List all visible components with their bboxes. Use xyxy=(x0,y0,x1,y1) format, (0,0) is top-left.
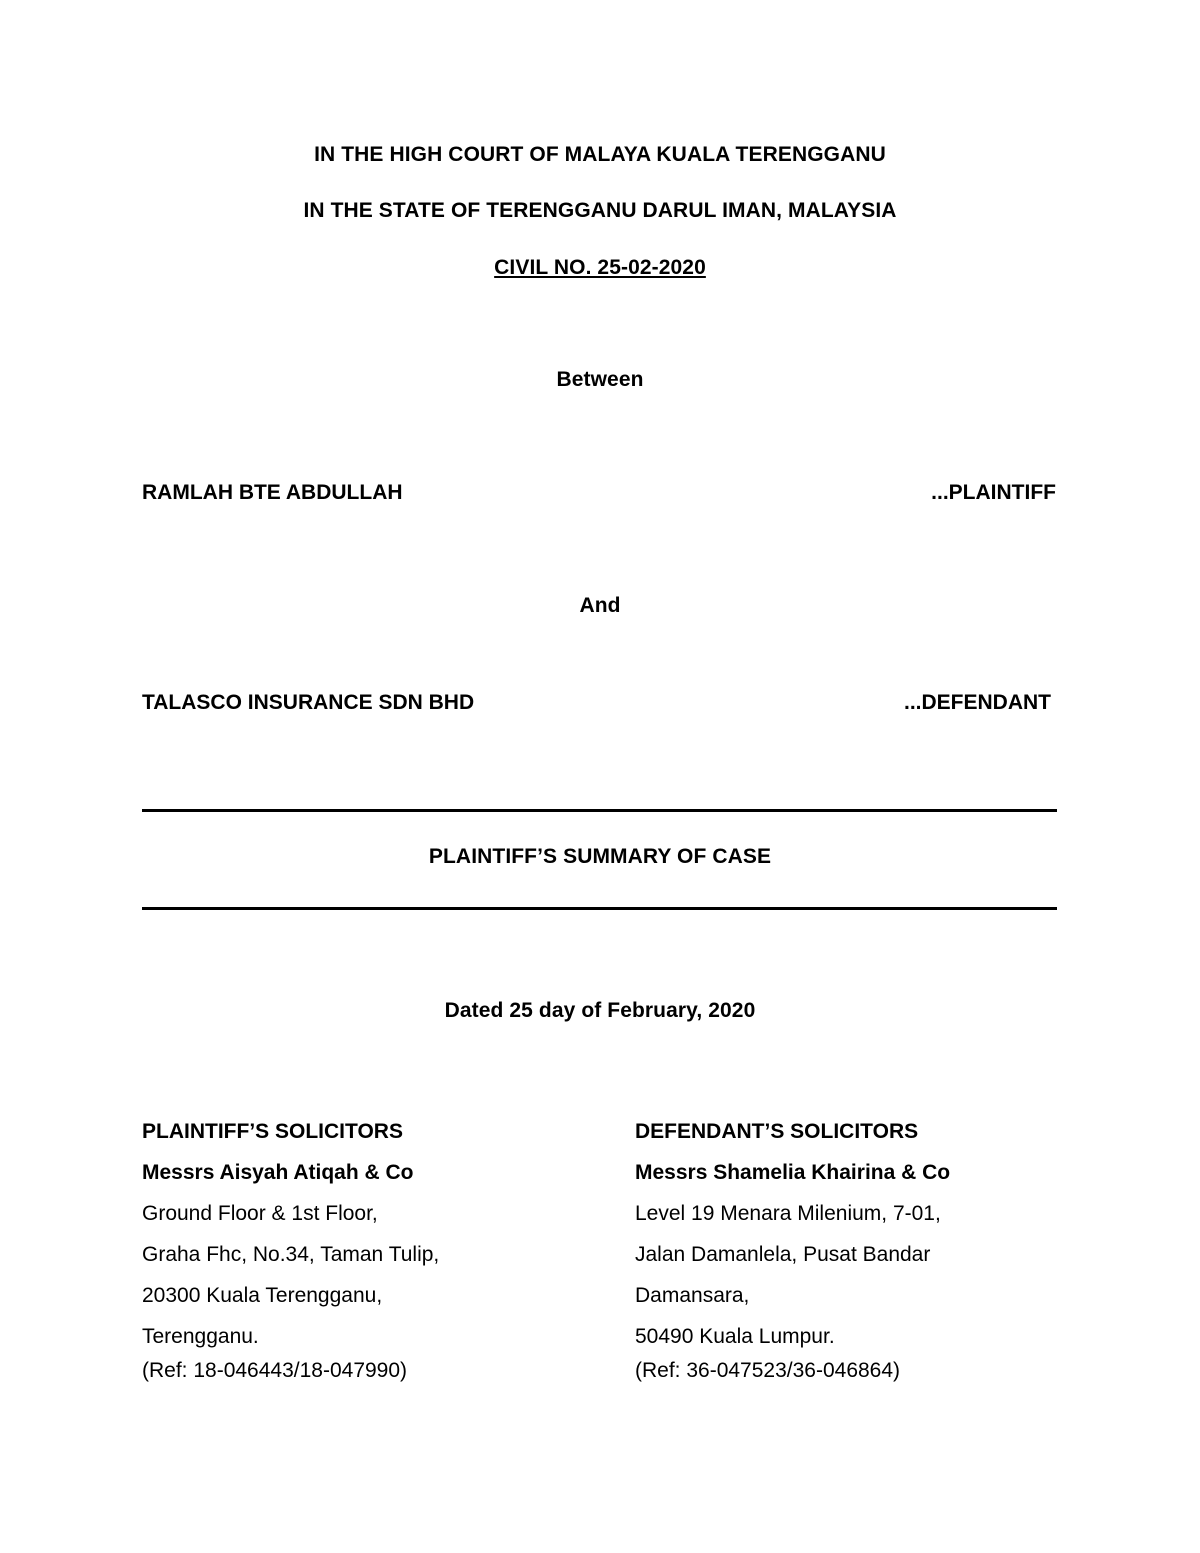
top-divider xyxy=(142,809,1057,812)
case-number-text: CIVIL NO. 25-02-2020 xyxy=(494,256,706,279)
defendant-role: ...DEFENDANT xyxy=(904,691,1051,714)
dated-line: Dated 25 day of February, 2020 xyxy=(444,999,756,1022)
plaintiff-address-line: Ground Floor & 1st Floor, xyxy=(142,1202,378,1225)
and-label: And xyxy=(579,594,621,617)
plaintiff-address-line: Terengganu. xyxy=(142,1325,259,1348)
case-number xyxy=(0,255,1200,281)
defendant-address-line: Damansara, xyxy=(635,1284,750,1307)
plaintiff-ref: (Ref: 18-046443/18-047990) xyxy=(142,1359,408,1382)
plaintiff-role: ...PLAINTIFF xyxy=(931,481,1056,504)
plaintiff-solicitors-firm: Messrs Aisyah Atiqah & Co xyxy=(142,1161,414,1184)
defendant-name: TALASCO INSURANCE SDN BHD xyxy=(142,691,475,714)
defendant-address-line: Jalan Damanlela, Pusat Bandar xyxy=(635,1243,931,1266)
plaintiff-solicitors-block xyxy=(142,1111,602,1391)
defendant-ref: (Ref: 36-047523/36-046864) xyxy=(635,1359,901,1382)
plaintiff-solicitors-heading: PLAINTIFF’S SOLICITORS xyxy=(142,1120,403,1143)
court-state: IN THE STATE OF TERENGGANU DARUL IMAN, MALAYSIA xyxy=(303,199,897,222)
defendant-solicitors-firm: Messrs Shamelia Khairina & Co xyxy=(635,1161,951,1184)
bottom-divider xyxy=(142,907,1057,910)
defendant-solicitors-block xyxy=(635,1111,1095,1391)
defendant-address-line: 50490 Kuala Lumpur. xyxy=(635,1325,835,1348)
defendant-address-line: Level 19 Menara Milenium, 7-01, xyxy=(635,1202,941,1225)
plaintiff-address-line: Graha Fhc, No.34, Taman Tulip, xyxy=(142,1243,440,1266)
document-title: PLAINTIFF’S SUMMARY OF CASE xyxy=(428,845,772,868)
between-label: Between xyxy=(556,368,644,391)
court-title: IN THE HIGH COURT OF MALAYA KUALA TERENGGANU xyxy=(314,143,886,166)
plaintiff-name: RAMLAH BTE ABDULLAH xyxy=(142,481,403,504)
defendant-solicitors-heading: DEFENDANT’S SOLICITORS xyxy=(635,1120,919,1143)
plaintiff-address-line: 20300 Kuala Terengganu, xyxy=(142,1284,383,1307)
